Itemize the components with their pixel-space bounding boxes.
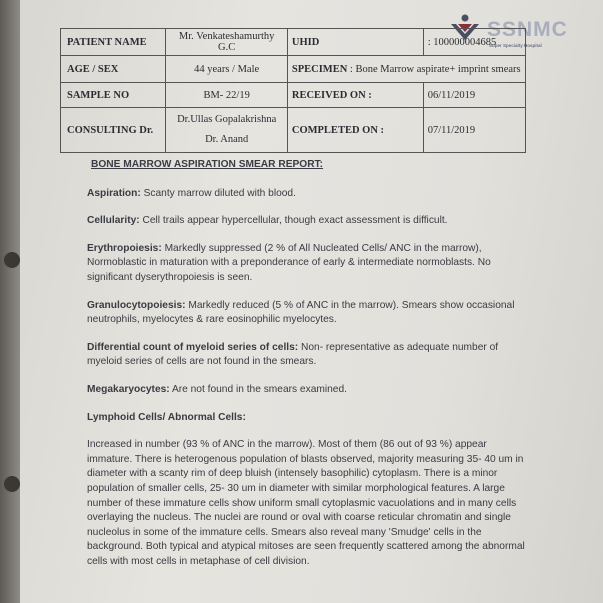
age-sex-value: 44 years / Male [166, 56, 287, 83]
completed-on-value: 07/11/2019 [423, 108, 525, 153]
sample-no-label: SAMPLE NO [61, 83, 166, 108]
uhid-label: UHID [287, 29, 423, 56]
report-body [87, 158, 527, 582]
received-on-label: RECEIVED ON : [287, 83, 423, 108]
section-aspiration: Aspiration: Scanty marrow diluted with blood. [87, 187, 296, 199]
received-on-value: 06/11/2019 [423, 83, 525, 108]
sample-no-value: BM- 22/19 [166, 83, 287, 108]
report-title: BONE MARROW ASPIRATION SMEAR REPORT: [91, 159, 324, 170]
consulting-dr-1: Dr.Ullas Gopalakrishna [177, 114, 277, 125]
report-page [20, 0, 603, 603]
specimen-cell [287, 56, 525, 83]
consulting-dr-label: CONSULTING Dr. [61, 108, 166, 153]
hospital-name: SSNMC [487, 18, 568, 41]
binder-hole-top [4, 252, 20, 268]
section-cellularity: Cellularity: Cell trails appear hypercellular, though exact assessment is difficult. [87, 215, 448, 227]
patient-name-label: PATIENT NAME [61, 29, 166, 56]
uhid-value: : 100000004685 [423, 29, 525, 56]
completed-on-label: COMPLETED ON : [287, 108, 423, 153]
section-lymphoid-body: Increased in number (93 % of ANC in the marrow). Most of them (86 out of 93 %) appear immature. There is heterogenous population of blasts observed, majority measuring 35- 40 um in diameter with a scanty rim of deep bluish (intensely basophilic) cytoplasm. There is a minor population of smaller cells, 25- 30 um in diameter with similar morphological features. A large number of these immature cells show uniform small cytoplasmic vacuolations and in many cells overlaying the nucleus. The nuclei are round or oval with coarse reticular chromatin and single nucleolus in some of the immature cells. Smears also reveal many 'Smudge' cells in the background. Both typical and atypical mitoses are seen frequently scattered among the abnormal cells with most cells in metaphase of cell division. [87, 439, 525, 567]
consulting-dr-2: Dr. Anand [205, 134, 249, 145]
section-lymphoid-heading: Lymphoid Cells/ Abnormal Cells: [87, 411, 246, 423]
section-erythropoiesis: Erythropoiesis: Markedly suppressed (2 % of All Nucleated Cells/ ANC in the marrow), Normoblastic in maturation with a preponderance of early & intermediate normoblasts. No significant dyserythropoiesis is seen. [87, 242, 491, 283]
patient-info-table [60, 28, 526, 153]
consulting-dr-value [166, 108, 287, 153]
section-megakaryocytes: Megakaryocytes: Are not found in the smears examined. [87, 383, 347, 395]
specimen-label: SPECIMEN [291, 63, 348, 75]
section-granulocytopoiesis: Granulocytopoiesis: Markedly reduced (5 % of ANC in the marrow). Smears show occasional neutrophils, myelocytes & rare eosinophilic myelocytes. [87, 299, 515, 326]
binder-hole-bottom [4, 476, 20, 492]
age-sex-label: AGE / SEX [61, 56, 166, 83]
section-differential-count: Differential count of myeloid series of cells: Non- representative as adequate number of myeloid series of cells are not found in the smears. [87, 341, 499, 368]
specimen-value: : Bone Marrow aspirate+ imprint smears [349, 63, 521, 75]
page-edge-shadow [0, 0, 20, 603]
patient-name-value: Mr. Venkateshamurthy G.C [166, 29, 287, 56]
hospital-subtitle: Super Specialty Hospital [489, 43, 542, 48]
